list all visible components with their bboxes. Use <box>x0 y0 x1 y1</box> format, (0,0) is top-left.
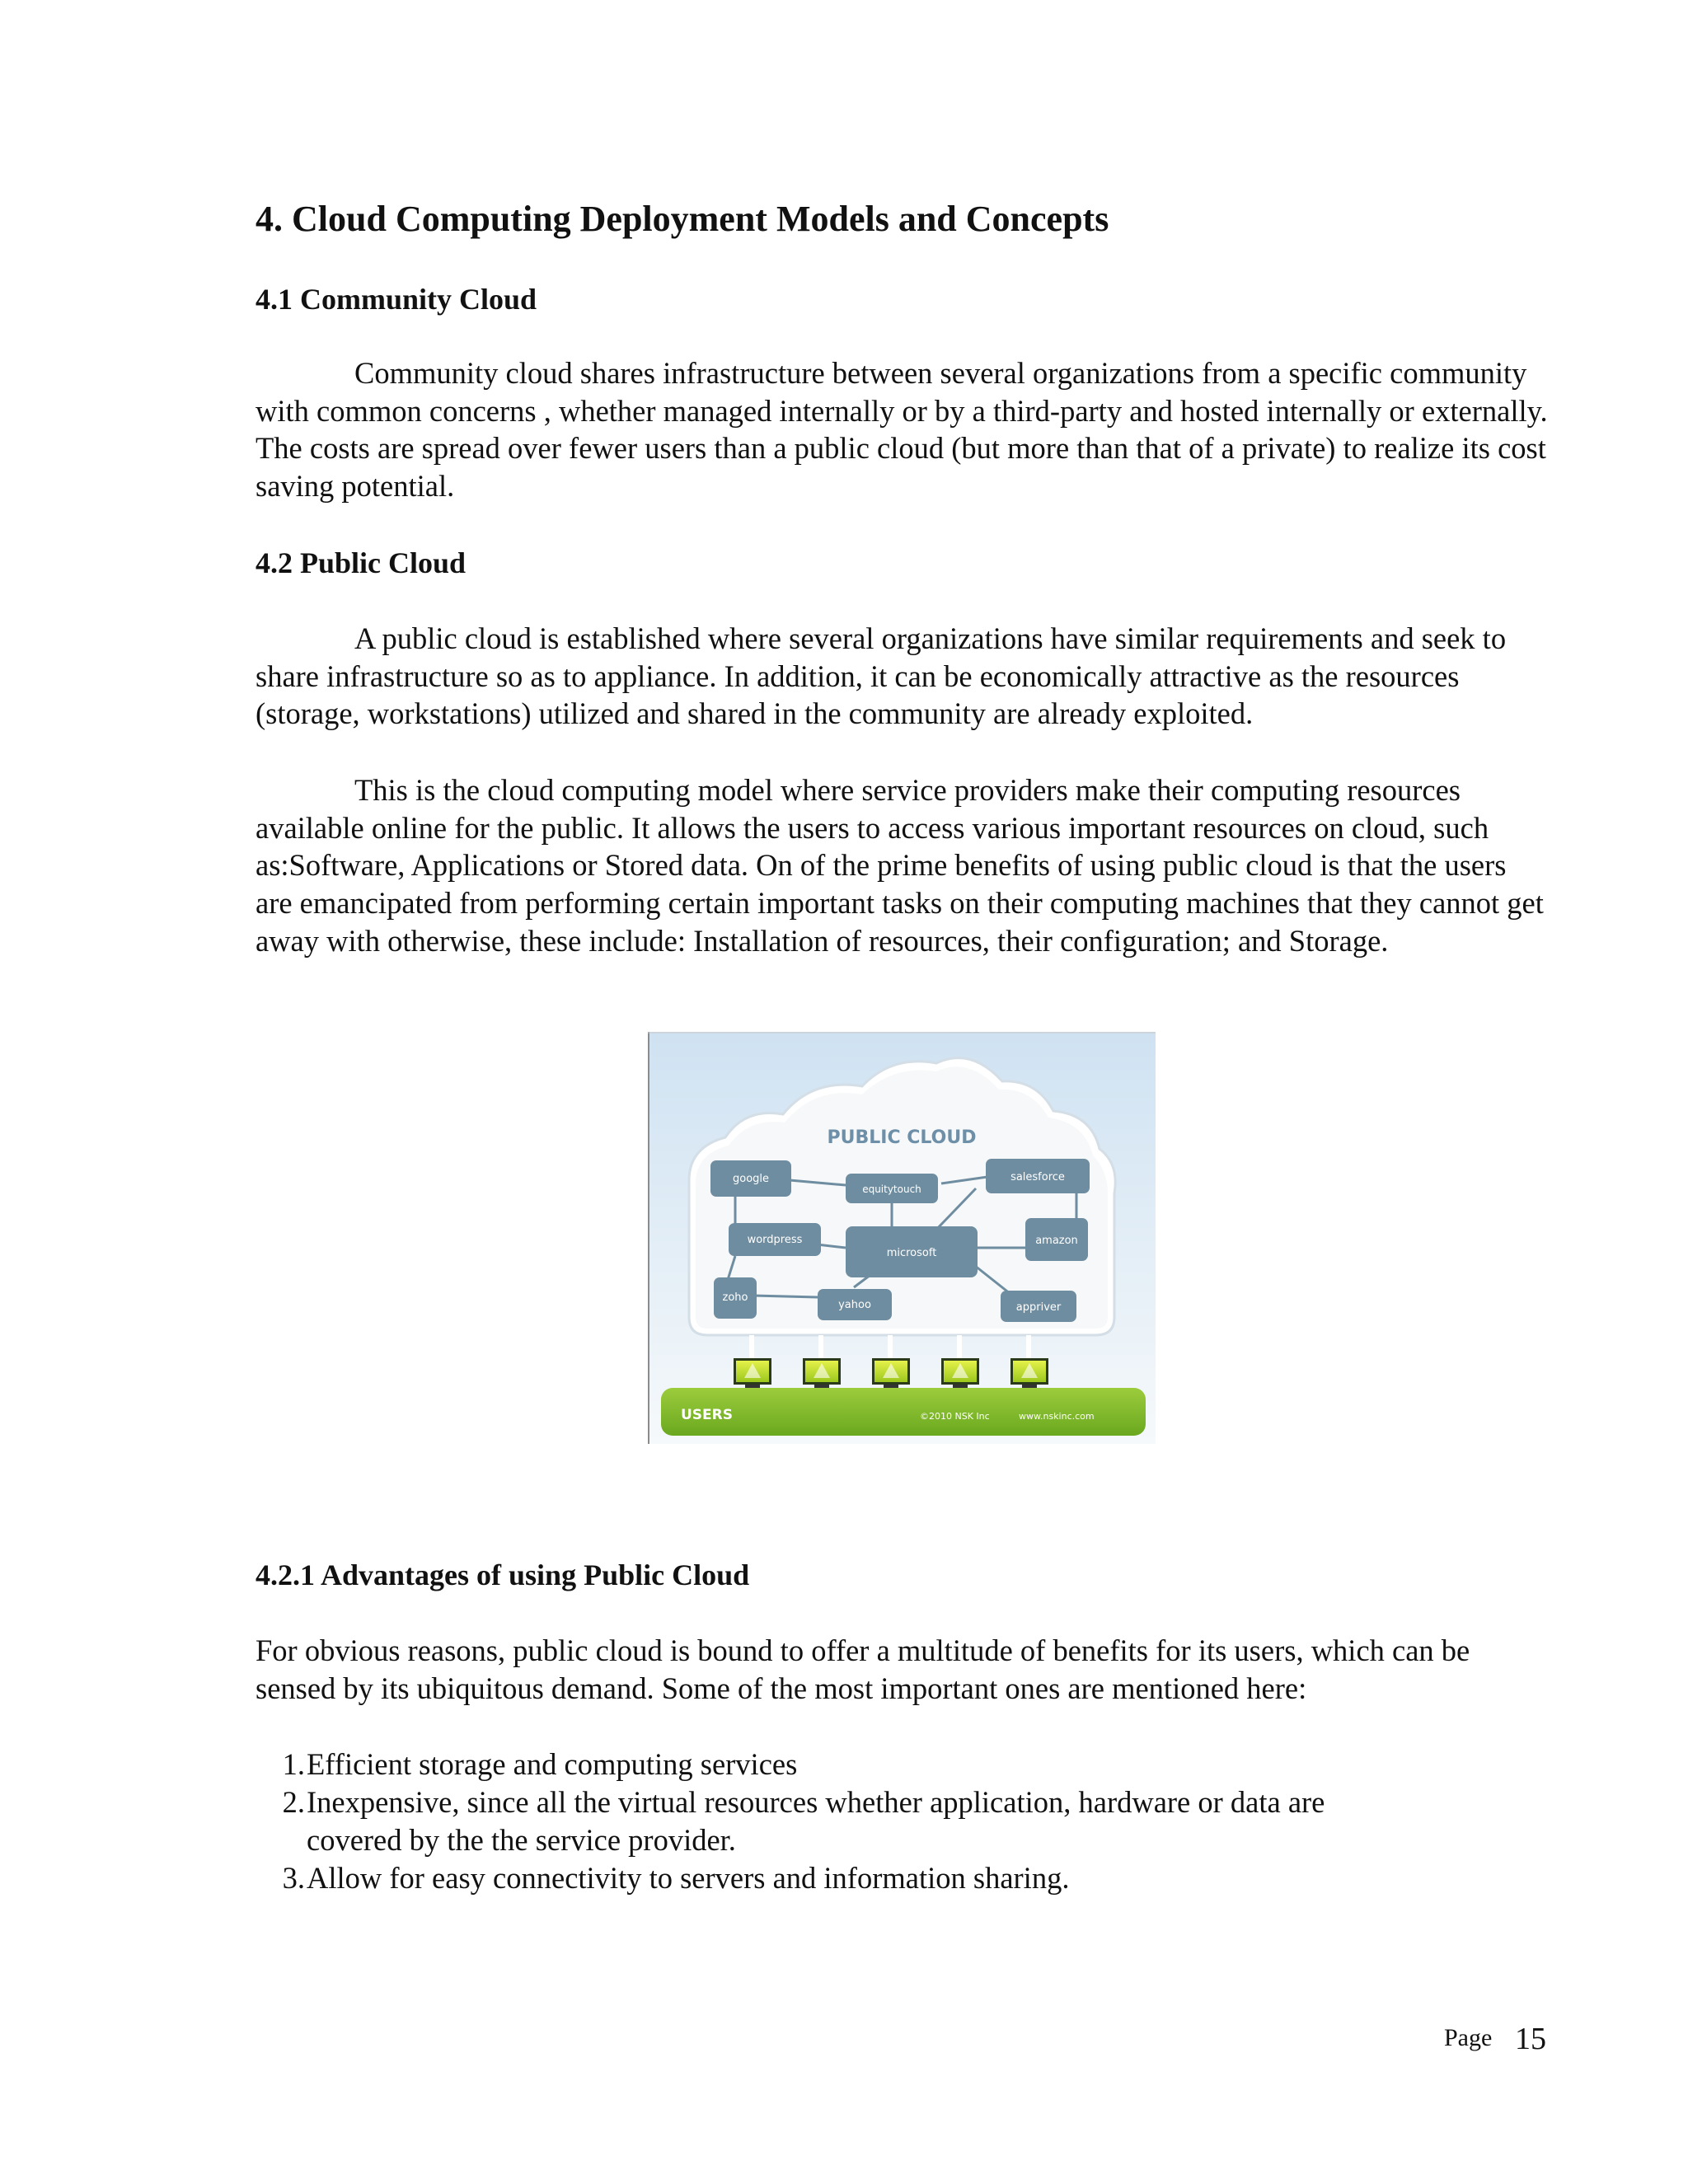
list-item-number: 3. <box>282 1861 305 1895</box>
svg-text:wordpress: wordpress <box>747 1234 803 1246</box>
node-appriver <box>1001 1291 1076 1322</box>
advantages-paragraph <box>256 1632 1550 1707</box>
advantages-list <box>256 1746 1492 1910</box>
node-amazon <box>1025 1218 1088 1261</box>
public-cloud-diagram-svg <box>648 1032 1156 1444</box>
copyright-label: ©2010 NSK Inc <box>920 1411 990 1422</box>
list-item-number: 2. <box>282 1785 305 1819</box>
public-cloud-diagram <box>648 1032 1156 1444</box>
list-item-number: 1. <box>282 1747 305 1781</box>
node-microsoft <box>846 1226 978 1277</box>
monitor-icon <box>734 1358 771 1389</box>
svg-text:google: google <box>732 1173 770 1185</box>
section-heading-public-cloud: 4.2 Public Cloud <box>256 546 467 579</box>
svg-text:appriver: appriver <box>1015 1301 1062 1314</box>
svg-text:amazon: amazon <box>1035 1235 1078 1247</box>
public-cloud-paragraph-2 <box>256 771 1550 960</box>
public-cloud-text-1: A public cloud is established where several organizations have similar requirements and seek to share infrastructure so as to appliance. In addition, it can be economically attractive as the resources (storage, workstations) utilized and shared in the community are already exploited. <box>256 621 1507 731</box>
node-google <box>710 1160 791 1197</box>
node-zoho <box>714 1277 757 1319</box>
list-item-text: Allow for easy connectivity to servers and information sharing. <box>307 1861 1070 1895</box>
node-equitytouch <box>846 1174 938 1203</box>
node-salesforce <box>986 1159 1090 1193</box>
public-cloud-paragraph-1 <box>256 620 1550 733</box>
monitor-icon <box>941 1358 979 1389</box>
advantages-text: For obvious reasons, public cloud is bound to offer a multitude of benefits for its users, which can be sensed by its ubiquitous demand. Some of the most important ones are mentioned here: <box>256 1633 1470 1705</box>
website-label: www.nskinc.com <box>1019 1411 1095 1422</box>
monitor-icon <box>872 1358 910 1389</box>
svg-text:yahoo: yahoo <box>838 1299 871 1311</box>
svg-text:salesforce: salesforce <box>1010 1171 1065 1183</box>
chapter-heading: 4. Cloud Computing Deployment Models and Concepts <box>256 199 1109 239</box>
section-heading-community-cloud: 4.1 Community Cloud <box>256 283 537 316</box>
svg-text:equitytouch: equitytouch <box>862 1183 921 1195</box>
page-number: 15 <box>1515 2022 1546 2056</box>
svg-text:microsoft: microsoft <box>886 1247 937 1259</box>
users-label: USERS <box>681 1407 733 1423</box>
community-cloud-paragraph <box>256 354 1550 505</box>
list-item-text: Efficient storage and computing services <box>307 1747 798 1781</box>
node-yahoo <box>818 1289 892 1320</box>
svg-text:zoho: zoho <box>722 1291 748 1304</box>
monitor-icon <box>803 1358 841 1389</box>
public-cloud-text-2: This is the cloud computing model where service providers make their computing resources available online for the public. It allows the users to access various important resources on cloud, such as:Software, Applications or Stored data. On of the prime benefits of using public cloud is that the users are emancipated from performing certain important tasks on their computing machines that they cannot get away with otherwise, these include: Installation of resources, their configuration; and Storage. <box>256 773 1544 958</box>
section-heading-advantages: 4.2.1 Advantages of using Public Cloud <box>256 1558 750 1591</box>
list-item-text: Inexpensive, since all the virtual resources whether application, hardware or data are covered by the the service provider. <box>307 1785 1325 1857</box>
community-cloud-text: Community cloud shares infrastructure between several organizations from a specific community with common concerns , whether managed internally or by a third-party and hosted internally or externally. The costs are spread over fewer users than a public cloud (but more than that of a private) to realize its cost saving potential. <box>256 356 1548 504</box>
page-label: Page <box>1444 2024 1493 2051</box>
node-wordpress <box>729 1223 821 1256</box>
cloud-title: PUBLIC CLOUD <box>827 1127 977 1148</box>
monitor-icon <box>1010 1358 1048 1389</box>
